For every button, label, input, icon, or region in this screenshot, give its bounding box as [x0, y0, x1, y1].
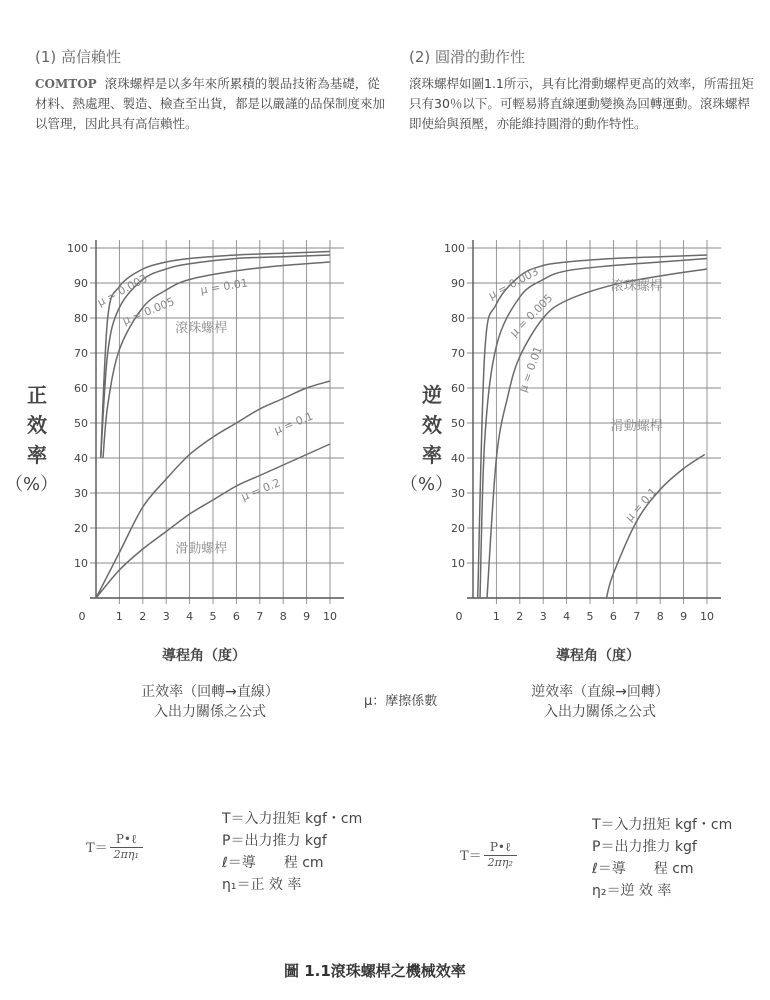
y-tick-label: 10 [74, 557, 88, 570]
right-formula-lhs: T＝ [460, 849, 482, 864]
x-tick-label: 9 [303, 610, 311, 623]
right-caption-line2: 入出力關係之公式 [544, 704, 656, 720]
x-tick-label: 8 [279, 610, 287, 623]
x-tick-label: 0 [455, 610, 463, 623]
series-label: μ = 0.2 [239, 476, 283, 504]
left-formula [86, 832, 145, 861]
x-tick-label: 2 [516, 610, 524, 623]
legend-line: ℓ＝導 程 cm [592, 861, 694, 877]
section2-body: 滾珠螺桿如圖1.1所示，具有比滑動螺桿更高的效率，所需扭矩只有30％以下。可輕易將直線運動變換為回轉運動。滾珠螺桿即使給與預壓，亦能維持圓滑的動作特性。 [409, 76, 754, 131]
y-tick-label: 80 [74, 312, 88, 325]
y-tick-label: 20 [451, 522, 465, 535]
legend-line: T＝入力扭矩 kgf・cm [592, 817, 733, 833]
left-ylabel-char: 效 [27, 413, 47, 437]
series-label: μ = 0.01 [516, 344, 545, 394]
left-formula-numerator: P•ℓ [110, 832, 143, 848]
left-formula-denominator: 2πη₁ [113, 848, 139, 861]
series-label: μ = 0.1 [272, 409, 315, 437]
right-formula [460, 840, 519, 869]
x-tick-label: 4 [186, 610, 194, 623]
y-tick-label: 100 [444, 242, 465, 255]
y-tick-label: 90 [451, 277, 465, 290]
x-tick-label: 1 [115, 610, 123, 623]
y-tick-label: 10 [451, 557, 465, 570]
left-ylabel-char: 正 [27, 383, 47, 407]
left-efficiency-chart [0, 230, 385, 630]
y-tick-label: 60 [74, 382, 88, 395]
y-tick-label: 90 [74, 277, 88, 290]
x-tick-label: 7 [256, 610, 264, 623]
right-formula-fraction [482, 840, 519, 869]
series-label: μ = 0.005 [120, 294, 177, 328]
legend-line: T＝入力扭矩 kgf・cm [222, 811, 363, 827]
chart-annotation: 滑動螺桿 [175, 541, 228, 557]
legend-line: P＝出力推力 kgf [592, 839, 697, 855]
y-tick-label: 40 [451, 452, 465, 465]
right-caption-line1: 逆效率（直線→回轉） [531, 684, 669, 700]
y-tick-label: 100 [67, 242, 88, 255]
y-tick-label: 30 [74, 487, 88, 500]
left-ylabel-unit: （%） [5, 474, 59, 495]
series-label: μ = 0.1 [622, 485, 660, 525]
chart-annotation: 滑動螺桿 [610, 419, 663, 434]
right-xaxis-title: 導程角（度） [556, 648, 640, 664]
series-label: μ = 0.005 [507, 291, 556, 340]
y-tick-label: 70 [451, 347, 465, 360]
chart-annotation: 滾珠螺桿 [610, 279, 663, 294]
chart-annotation: 滾珠螺桿 [175, 321, 228, 336]
section1-title: (1) 高信賴性 [35, 48, 122, 66]
x-tick-label: 7 [633, 610, 641, 623]
series-label: μ = 0.003 [486, 264, 541, 302]
x-tick-label: 5 [586, 610, 594, 623]
x-tick-label: 6 [609, 610, 617, 623]
series-line [480, 259, 707, 599]
series-line [478, 255, 707, 598]
right-formula-legend [592, 814, 732, 902]
x-tick-label: 6 [232, 610, 240, 623]
x-tick-label: 4 [563, 610, 571, 623]
y-tick-label: 20 [74, 522, 88, 535]
brand-name: COMTOP [35, 77, 97, 91]
right-ylabel-char: 率 [422, 443, 442, 467]
x-tick-label: 3 [162, 610, 170, 623]
left-caption-line1: 正效率（回轉→直線） [141, 684, 279, 700]
left-formula-lhs: T＝ [86, 841, 108, 856]
y-tick-label: 50 [74, 417, 88, 430]
left-caption-line2: 入出力關係之公式 [154, 704, 266, 720]
left-caption [100, 682, 320, 722]
legend-line: η₁＝正 效 率 [222, 877, 302, 893]
right-caption [490, 682, 710, 722]
series-label: μ = 0.003 [95, 271, 150, 309]
y-tick-label: 60 [451, 382, 465, 395]
y-tick-label: 80 [451, 312, 465, 325]
section2-title: (2) 圓滑的動作性 [409, 48, 526, 66]
friction-coefficient-note: μ：摩擦係數 [364, 694, 438, 709]
legend-line: η₂＝逆 效 率 [592, 883, 672, 899]
right-efficiency-chart [385, 230, 770, 630]
right-ylabel-char: 效 [422, 413, 442, 437]
figure-title: 圖 1.1滾珠螺桿之機械效率 [284, 962, 466, 980]
x-tick-label: 3 [539, 610, 547, 623]
right-ylabel-char: 逆 [422, 383, 442, 407]
section1-body [35, 74, 385, 134]
right-formula-denominator: 2πη₂ [487, 856, 513, 869]
x-tick-label: 10 [700, 610, 714, 623]
x-tick-label: 10 [323, 610, 337, 623]
x-tick-label: 1 [492, 610, 500, 623]
x-tick-label: 0 [78, 610, 86, 623]
x-tick-label: 5 [209, 610, 217, 623]
legend-line: P＝出力推力 kgf [222, 833, 327, 849]
right-formula-numerator: P•ℓ [484, 840, 517, 856]
legend-line: ℓ＝導 程 cm [222, 855, 324, 871]
left-formula-fraction [108, 832, 145, 861]
x-tick-label: 8 [656, 610, 664, 623]
y-tick-label: 50 [451, 417, 465, 430]
right-ylabel-unit: （%） [400, 474, 454, 495]
x-tick-label: 2 [139, 610, 147, 623]
x-tick-label: 9 [680, 610, 688, 623]
series-line [606, 455, 704, 599]
y-tick-label: 40 [74, 452, 88, 465]
left-ylabel-char: 率 [27, 443, 47, 467]
y-tick-label: 30 [451, 487, 465, 500]
left-formula-legend [222, 808, 362, 896]
left-xaxis-title: 導程角（度） [162, 648, 246, 664]
section1-text: 滾珠螺桿是以多年來所累積的製品技術為基礎，從材料、熱處理、製造、檢查至出貨，都是以嚴謹的品保制度來加以管理，因此具有高信賴性。 [35, 76, 386, 131]
series-label: μ = 0.01 [199, 276, 249, 297]
y-tick-label: 70 [74, 347, 88, 360]
